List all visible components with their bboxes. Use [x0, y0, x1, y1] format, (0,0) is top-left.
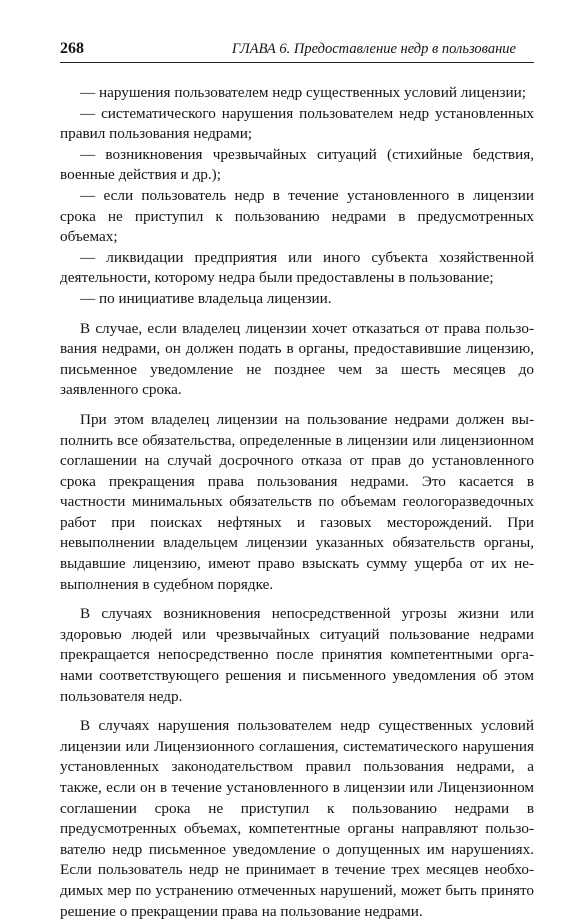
- body-paragraph: В случае, если владелец лицензии хочет отказаться от права пользования недрами, он должен подать в органы, предоставившие лицензию, письменное уведомление не позднее чем за шесть месяцев до заявленного срока.: [60, 319, 534, 399]
- page-body: [60, 83, 534, 922]
- list-item: — по инициативе владельца лицензии.: [80, 289, 332, 307]
- body-paragraph: При этом владелец лицензии на пользование недрами должен выполнить все обязательства, определенные в лицензии или лицензионном соглашении на случай досрочного отказа от прав до установленного срока прекращения права пользования недрами. Это касается в частности минимальных обязательств по объемам геологоразведочных работ при поисках нефтяных и газовых месторождений. При невыполнении владельцем лицензии указанных обязательств органы, выдавшие лицензию, имеют право взыскать сумму ущерба от их невыполнения в судебном порядке.: [60, 410, 534, 593]
- list-item: — систематического нарушения пользователем недр установленных правил пользования недрами;: [60, 104, 534, 143]
- list-item: — нарушения пользователем недр существенных условий лицензии;: [80, 84, 526, 101]
- book-page: [60, 40, 534, 922]
- body-paragraph: В случаях возникновения непосредственной угрозы жизни или здоровью людей или чрезвычайных ситуаций пользование недрами прекращается непосредственно после принятия компетентными органами соответствующего решения и письменного уведомления об этом пользователя недр.: [60, 605, 534, 705]
- list-item: — возникновения чрезвычайных ситуаций (стихийные бедствия, военные действия и др.);: [60, 145, 534, 184]
- running-head: ГЛАВА 6. Предоставление недр в пользование: [231, 41, 516, 57]
- list-item: — ликвидации предприятия или иного субъекта хозяйственной деятельности, которому недра были предоставлены в пользование;: [60, 248, 534, 287]
- page-number: 268: [60, 40, 84, 57]
- list-item: — если пользователь недр в течение установленного в лицензии срока не приступил к пользованию недрами в предусмотренных объемах;: [60, 186, 534, 246]
- page-header: [60, 40, 534, 63]
- body-paragraph: В случаях нарушения пользователем недр существенных условий лицензии или Лицензионного соглашения, систематического нарушения установленных законодательством правил пользования недрами, а также, если он в течение установленного в лицензии или Лицензионном соглашении срока не приступил к пользованию недрами в предусмотренных объемах, компетентные органы направляют пользователю недр письменное уведомление о допущенных им нарушениях. Если пользователь недр не принимает в течение трех месяцев необходимых мер по устранению отмеченных нарушений, может быть принято решение о прекращении права на пользование недрами.: [60, 717, 534, 920]
